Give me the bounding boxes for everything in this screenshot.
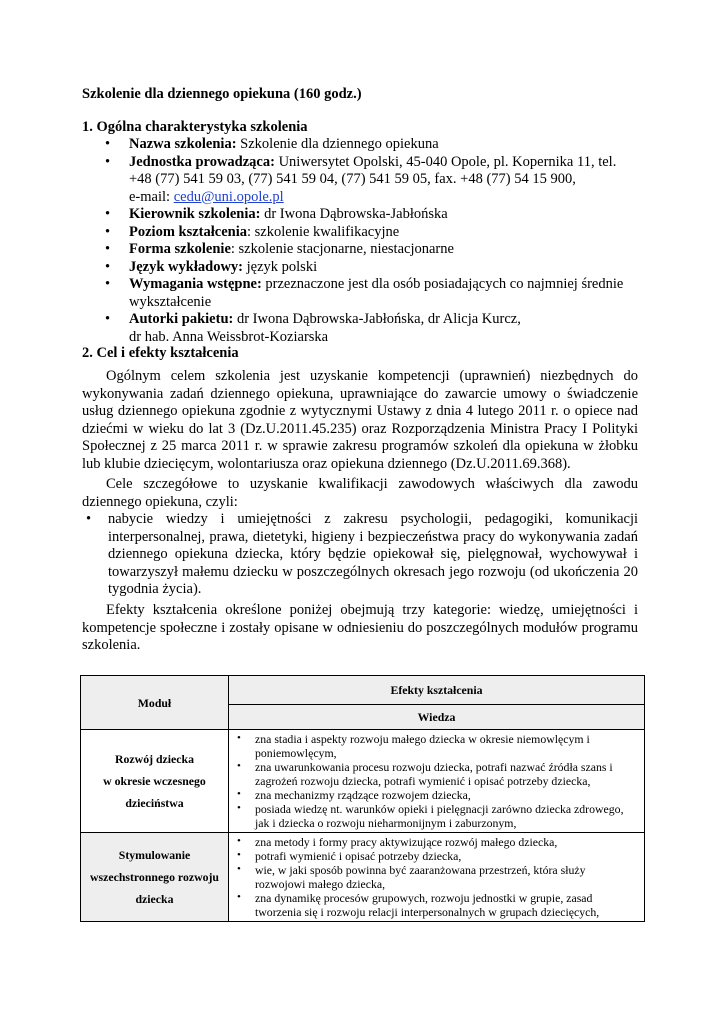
list-item: • potrafi wymienić i opisać potrzeby dziecka, [237, 849, 462, 863]
bullet-icon: • [237, 802, 241, 814]
section1-heading: 1. Ogólna charakterystyka szkolenia [82, 119, 308, 135]
section2-heading: 2. Cel i efekty kształcenia [82, 345, 239, 361]
bullet-icon: • [237, 891, 241, 903]
table-row [81, 833, 645, 922]
bullet-icon: • [237, 788, 241, 800]
bullet-icon: • [105, 241, 111, 257]
list-item: • Poziom kształcenia: szkolenie kwalifikacyjne [105, 223, 400, 240]
header-modul: Moduł [81, 676, 229, 730]
header-efekty: Efekty kształcenia [229, 676, 645, 705]
list-item: • zna stadia i aspekty rozwoju małego dziecka w okresie niemowlęcym i poniemowlęcym, [237, 732, 590, 760]
bullet-icon: • [237, 732, 241, 744]
module-cell: Stymulowanie wszechstronnego rozwoju dziecka [81, 833, 229, 922]
table-row [81, 730, 645, 833]
effects-cell [229, 730, 645, 833]
email-link[interactable]: cedu@uni.opole.pl [173, 188, 284, 205]
bullet-icon: • [105, 136, 111, 152]
training-info-list [82, 136, 642, 346]
effects-paragraph: Efekty kształcenia określone poniżej obejmują trzy kategorie: wiedzę, umiejętności i kompetencje społeczne i zostały opisane w odniesieniu do poszczególnych modułów programu szkolenia. [82, 602, 638, 653]
bullet-icon: • [237, 849, 241, 861]
bullet-icon: • [105, 311, 111, 327]
list-item: • Język wykładowy: język polski [105, 258, 318, 275]
bullet-icon: • [105, 153, 111, 170]
learning-effects-table [80, 675, 645, 922]
bullet-icon: • [105, 276, 111, 292]
list-item: • Forma szkolenie: szkolenie stacjonarne, niestacjonarne [105, 241, 454, 257]
bullet-icon: • [105, 258, 111, 275]
document-title: Szkolenie dla dziennego opiekuna (160 godz.) [82, 86, 362, 102]
bullet-icon: • [237, 835, 241, 847]
list-item: • zna dynamikę procesów grupowych, rozwoju jednostki w grupie, zasad tworzenia się i rozwoju relacji interpersonalnych w grupach dziecięcych, [237, 891, 600, 919]
list-item: • Autorki pakietu: dr Iwona Dąbrowska-Jabłońska, dr Alicja Kurcz, dr hab. Anna Weissbrot-Koziarska [105, 311, 521, 345]
effects-cell [229, 833, 645, 922]
list-item: • zna mechanizmy rządzące rozwojem dziecka, [237, 788, 471, 802]
list-item: • wie, w jaki sposób powinna być zaaranżowana przestrzeń, która służy rozwojowi małego dziecka, [237, 863, 586, 891]
objective-bullet: • nabycie wiedzy i umiejętności z zakresu psychologii, pedagogiki, komunikacji interpersonalnej, prawa, dietetyki, higieny i bezpieczeństwa pracy do wykonywania zadań dziennego opiekuna dziecka, który będzie opiekował się, pielęgnował, wychowywał i towarzyszył małemu dziecku w poszczególnych okresach jego rozwoju (od ukończenia 20 tygodnia życia). [86, 511, 638, 597]
goal-paragraph: Ogólnym celem szkolenia jest uzyskanie kompetencji (uprawnień) niezbędnych do wykonywania zadań dziennego opiekuna, uprawniające do zawarcie umowy o świadczenie usług dziennego opiekuna zgodnie z wytycznymi Ustawy z dnia 4 lutego 2011 r. o opiece nad dziećmi w wieku do lat 3 (Dz.U.2011.45.235) oraz Rozporządzenia Ministra Pracy I Polityki Społecznej z 25 marca 2011 r. w sprawie zakresu programów szkoleń dla opiekuna w żłobku lub klubie dziecięcym, wolontariusza oraz opiekuna dziennego (Dz.U.2011.69.368). [82, 368, 638, 472]
bullet-icon: • [237, 760, 241, 772]
list-item: • Kierownik szkolenia: dr Iwona Dąbrowska-Jabłońska [105, 206, 448, 222]
objectives-paragraph: Cele szczegółowe to uzyskanie kwalifikacji zawodowych właściwych dla zawodu dziennego opiekuna, czyli: [82, 476, 638, 510]
bullet-icon: • [105, 206, 111, 222]
bullet-icon: • [86, 511, 92, 527]
header-wiedza: Wiedza [229, 705, 645, 730]
module-cell: Rozwój dziecka w okresie wczesnego dzieciństwa [81, 730, 229, 833]
bullet-icon: • [237, 863, 241, 875]
list-item: • Jednostka prowadząca: Uniwersytet Opolski, 45-040 Opole, pl. Kopernika 11, tel. +48 (77) 541 59 03, (77) 541 59 04, (77) 541 59 05, fax. +48 (77) 54 15 900, e-mail: cedu@uni.opole.pl [105, 153, 617, 205]
list-item: • zna uwarunkowania procesu rozwoju dziecka, potrafi nazwać źródła szans i zagrożeń rozwoju dziecka, potrafi wymienić i opisać potrzeby dziecka, [237, 760, 613, 788]
list-item: • posiada wiedzę nt. warunków opieki i pielęgnacji zarówno dziecka zdrowego, jak i dziecka o rozwoju nieharmonijnym i zaburzonym, [237, 802, 624, 830]
list-item: • zna metody i formy pracy aktywizujące rozwój małego dziecka, [237, 835, 558, 849]
bullet-icon: • [105, 223, 111, 240]
list-item: • Wymagania wstępne: przeznaczone jest dla osób posiadających co najmniej średnie wykształcenie [105, 276, 624, 310]
list-item: • Nazwa szkolenia: Szkolenie dla dziennego opiekuna [105, 136, 439, 152]
